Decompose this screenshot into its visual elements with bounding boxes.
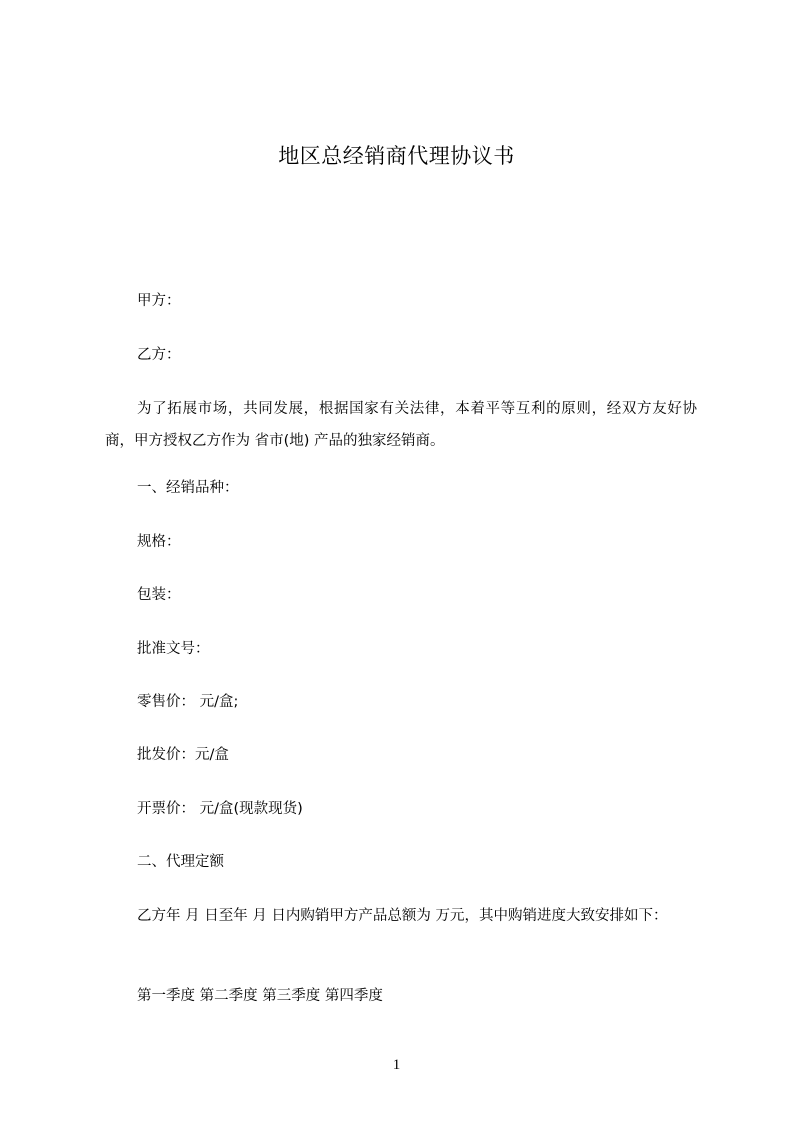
retail-price-line: 零售价： 元/盒; [137,694,239,710]
document-title: 地区总经销商代理协议书 [278,144,515,168]
approval-number-line: 批准文号： [137,641,210,657]
quarters-line: 第一季度 第二季度 第三季度 第四季度 [137,988,383,1004]
section-1-heading: 一、经销品种： [137,480,239,496]
spec-line: 规格： [137,534,181,550]
quota-paragraph: 乙方年 月 日至年 月 日内购销甲方产品总额为 万元，其中购销进度大致安排如下： [137,908,668,924]
section-2-heading: 二、代理定额 [137,854,224,870]
party-b-line: 乙方： [137,347,181,363]
page-number: 1 [392,1057,401,1073]
packaging-line: 包装： [137,587,181,603]
preamble-paragraph: 为了拓展市场，共同发展，根据国家有关法律，本着平等互利的原则，经双方友好协商，甲方授权乙方作为 省市(地) 产品的独家经销商。 [105,401,697,449]
wholesale-price-line: 批发价：元/盒 [137,747,229,763]
invoice-price-line: 开票价： 元/盒(现款现货) [137,801,303,817]
party-a-line: 甲方： [137,293,181,309]
